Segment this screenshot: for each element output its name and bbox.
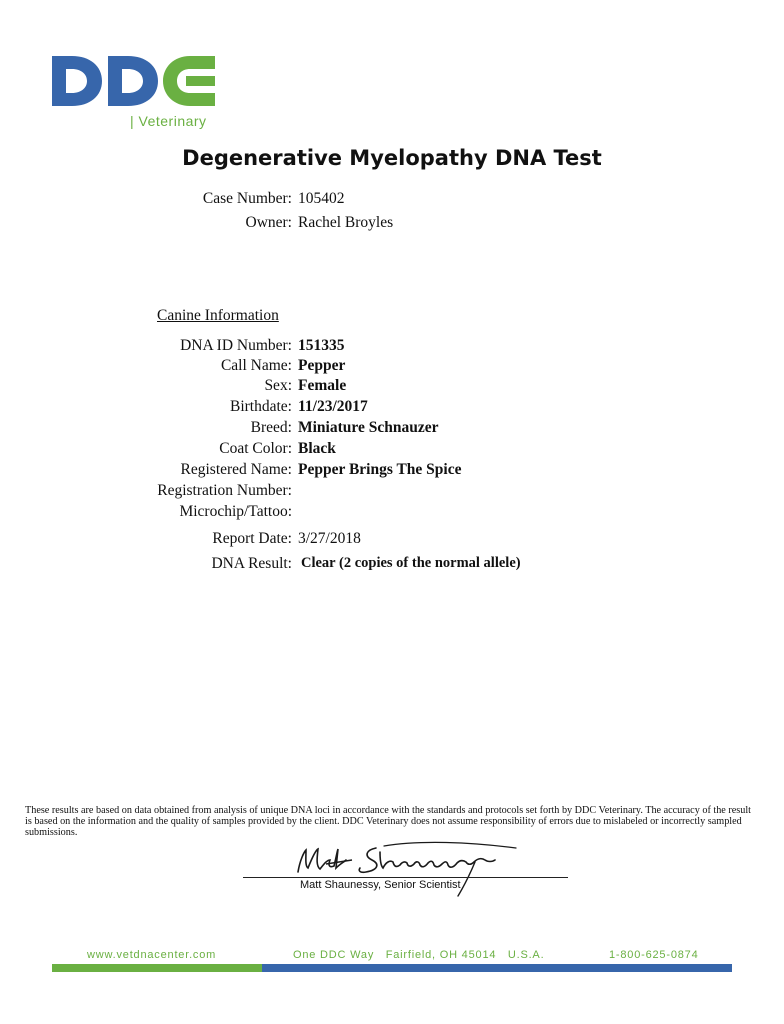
- signature-line: [243, 877, 568, 878]
- field-label: DNA ID Number:: [180, 337, 292, 354]
- registration-number-row: [0, 482, 784, 502]
- sex-row: [0, 377, 784, 397]
- microchip-row: [0, 503, 784, 523]
- field-value: Miniature Schnauzer: [298, 419, 439, 436]
- field-value: Black: [298, 440, 336, 457]
- dna-result-value: Clear (2 copies of the normal allele): [301, 555, 521, 571]
- ddc-logo-mark: [50, 52, 220, 112]
- owner-value: Rachel Broyles: [298, 214, 394, 231]
- footer-bar-green: [52, 964, 262, 972]
- footer-address: One DDC Way Fairfield, OH 45014 U.S.A.: [293, 949, 545, 961]
- field-label: Registered Name:: [180, 461, 292, 478]
- report-date-row: [0, 530, 784, 550]
- footer-phone: 1-800-625-0874: [609, 949, 699, 961]
- field-label: Birthdate:: [230, 398, 292, 415]
- registered-name-row: [0, 461, 784, 481]
- field-value: Pepper: [298, 357, 346, 374]
- report-date-value: 3/27/2018: [298, 530, 361, 547]
- field-label: Sex:: [264, 377, 292, 394]
- case-number-value: 105402: [298, 190, 345, 207]
- dna-id-row: [0, 337, 784, 357]
- disclaimer-text: These results are based on data obtained from analysis of unique DNA loci in accordance with the standards and protocols set forth by DDC Veterinary. The accuracy of the result is based on the information and the quality of samples provided by the client. DDC Veterinary does not assume responsibility of errors due to mislabeled or incorrectly sampled submissions.: [25, 805, 752, 839]
- dna-result-row: [0, 555, 784, 575]
- footer-bar-blue: [262, 964, 732, 972]
- dna-result-label: DNA Result:: [211, 555, 292, 572]
- call-name-row: [0, 357, 784, 377]
- coat-color-row: [0, 440, 784, 460]
- breed-row: [0, 419, 784, 439]
- field-label: Microchip/Tattoo:: [179, 503, 292, 520]
- field-value: Pepper Brings The Spice: [298, 461, 462, 478]
- logo-tagline: | Veterinary: [130, 113, 207, 129]
- field-value: Female: [298, 377, 347, 394]
- field-value: 11/23/2017: [298, 398, 368, 415]
- owner-row: [0, 214, 784, 234]
- birthdate-row: [0, 398, 784, 418]
- field-label: Call Name:: [220, 357, 292, 374]
- report-date-label: Report Date:: [212, 530, 292, 547]
- field-label: Coat Color:: [219, 440, 292, 457]
- document-title: Degenerative Myelopathy DNA Test: [182, 146, 602, 170]
- case-number-label: Case Number:: [202, 190, 292, 207]
- case-number-row: [0, 190, 784, 210]
- owner-label: Owner:: [245, 214, 292, 231]
- field-label: Registration Number:: [157, 482, 292, 499]
- signature-caption: Matt Shaunessy, Senior Scientist: [300, 879, 461, 891]
- footer-website: www.vetdnacenter.com: [87, 949, 217, 961]
- canine-info-heading: Canine Information: [157, 307, 279, 324]
- field-label: Breed:: [250, 419, 292, 436]
- field-value: 151335: [298, 337, 345, 354]
